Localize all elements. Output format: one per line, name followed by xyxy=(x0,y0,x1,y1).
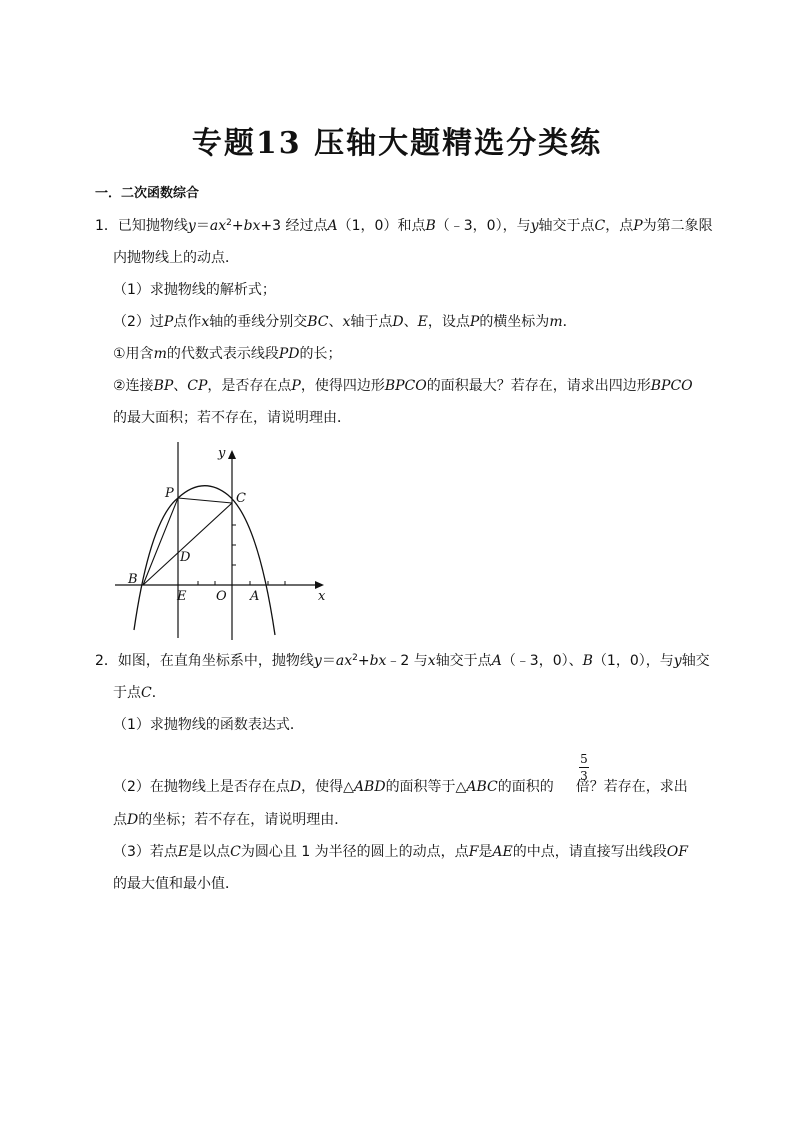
q1-subpart-1: ①用含m的代数式表示线段PD的长； xyxy=(113,346,342,362)
segment-bp xyxy=(143,498,178,585)
q1-line-2: 内抛物线上的动点． xyxy=(113,250,239,266)
page-title: 专题13 压轴大题精选分类练 xyxy=(191,126,603,161)
q2-line-2: 于点C． xyxy=(113,685,166,701)
q2-part-2: （2）在抛物线上是否存在点D，使得△ABD的面积等于△ABC的面积的 倍？若存在，求出 xyxy=(113,779,688,795)
label-e: E xyxy=(177,589,187,604)
fraction-denominator: 3 xyxy=(580,769,588,783)
q2-part-2-cont: 点D的坐标；若不存在，请说明理由． xyxy=(113,812,349,828)
segment-bc xyxy=(143,503,232,585)
label-x: x xyxy=(318,589,326,604)
label-c: C xyxy=(236,491,246,506)
fraction-numerator: 5 xyxy=(580,752,588,766)
fraction-bar xyxy=(579,767,589,768)
q1-subpart-2: ②连接BP、CP，是否存在点P，使得四边形BPCO的面积最大？若存在，请求出四边形BPCO xyxy=(113,378,693,394)
q1-line-1: 1．已知抛物线$y=ax^2+bx+3$ 经过点A（1，0）和点B（﹣3，0），与y轴交于点C，点P为第二象限 xyxy=(95,218,713,234)
fraction-five-thirds xyxy=(579,752,589,783)
q1-subpart-2-cont: 的最大面积；若不存在，请说明理由． xyxy=(113,410,351,426)
label-a: A xyxy=(250,589,260,604)
label-y: y xyxy=(218,446,226,461)
q1-part-2: （2）过P点作x轴的垂线分别交BC、x轴于点D、E，设点P的横坐标为m． xyxy=(113,314,577,330)
section-heading: 一．二次函数综合 xyxy=(95,186,200,201)
q2-part-3-cont: 的最大值和最小值． xyxy=(113,876,239,892)
label-o: O xyxy=(216,589,227,604)
parabola-figure xyxy=(110,440,340,645)
q2-line-1: 2．如图，在直角坐标系中，抛物线$y=ax^2+bx﹣2$ 与x轴交于点A（﹣3，0）、B（1，0），与y轴交 xyxy=(95,653,710,669)
y-axis-arrow xyxy=(228,450,236,459)
x-axis-arrow xyxy=(315,581,324,589)
label-b: B xyxy=(128,572,138,587)
label-d: D xyxy=(180,550,191,565)
label-p: P xyxy=(165,486,174,501)
segment-pc xyxy=(178,498,232,503)
parabola-curve xyxy=(134,486,275,635)
q2-part-1: （1）求抛物线的函数表达式． xyxy=(113,717,304,733)
q2-part-3: （3）若点E是以点C为圆心且 1 为半径的圆上的动点，点F是AE的中点，请直接写出线段OF xyxy=(113,844,688,860)
q1-part-1: （1）求抛物线的解析式； xyxy=(113,282,276,298)
